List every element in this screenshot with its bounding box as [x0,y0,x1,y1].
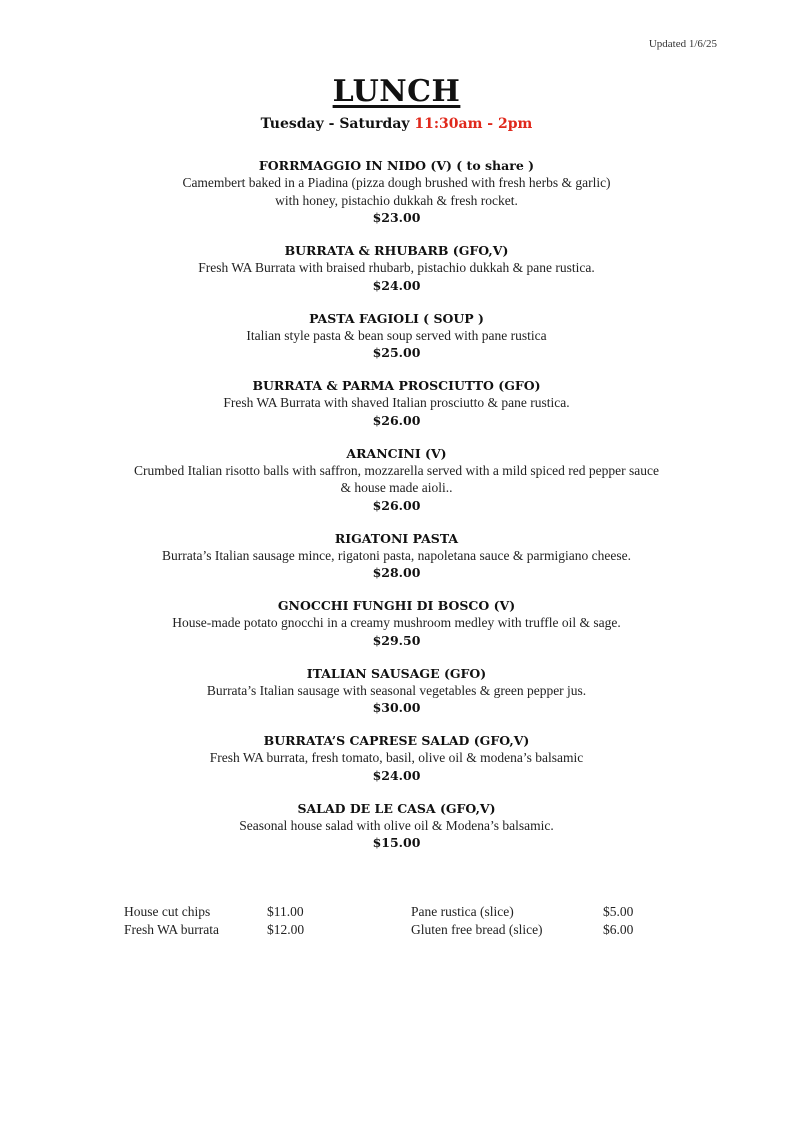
menu-item [0,800,793,852]
menu-item-description: Fresh WA Burrata with shaved Italian prosciutto & pane rustica. [223,395,570,410]
side-item-price: $5.00 [603,904,634,919]
menu-item [0,310,793,362]
menu-item-price: $26.00 [372,497,421,513]
menu-item-description: Burrata’s Italian sausage with seasonal vegetables & green pepper jus. [206,682,587,698]
side-item-name: Fresh WA burrata [124,922,219,937]
page-title: LUNCH [332,74,461,109]
sides-table [0,904,793,940]
menu-item-name: BURRATA’S CAPRESE SALAD (GFO,V) [263,733,530,748]
menu-item-description: Crumbed Italian risotto balls with saffron, mozzarella served with a mild spiced red pepper sauce [134,462,659,478]
menu-item-name: BURRATA & PARMA PROSCIUTTO (GFO) [252,378,541,393]
menu-item-description: Burrata’s Italian sausage mince, rigatoni pasta, napoletana sauce & parmigiano cheese. [162,547,631,563]
menu-item-price: $23.00 [372,210,421,225]
menu-item-price: $24.00 [372,277,421,293]
menu-item-price: $30.00 [372,700,421,715]
menu-item-description: Camembert baked in a Piadina (pizza dough brushed with fresh herbs & garlic) [182,175,611,190]
menu-item-price: $25.00 [372,345,421,360]
side-item-name: House cut chips [124,904,211,919]
side-item-name: Pane rustica (slice) [411,904,514,919]
side-item-price: $6.00 [603,922,634,937]
menu-item-price: $28.00 [372,565,421,580]
menu-item-description: House-made potato gnocchi in a creamy mushroom medley with truffle oil & sage. [172,615,621,630]
side-item-name: Gluten free bread (slice) [411,922,543,937]
service-days: Tuesday - Saturday [260,116,410,132]
menu-item-name: GNOCCHI FUNGHI DI BOSCO (V) [277,598,516,613]
side-item-price: $11.00 [267,904,304,919]
menu-item-price: $29.50 [372,632,421,648]
menu-item [0,157,793,226]
menu-item [0,597,793,649]
service-time: 11:30am - 2pm [414,116,533,132]
menu-item-description: Italian style pasta & bean soup served with pane rustica [246,327,547,343]
menu-item-price: $15.00 [372,835,421,850]
menu-item [0,530,793,582]
menu-item-price: $26.00 [372,412,421,428]
menu-item-description: Fresh WA Burrata with braised rhubarb, pistachio dukkah & pane rustica. [198,260,595,275]
menu-item-name: RIGATONI PASTA [334,530,459,546]
menu-item-name: BURRATA & RHUBARB (GFO,V) [284,243,509,258]
menu-item [0,445,793,514]
side-row [0,922,793,940]
menu-item [0,732,793,784]
menu-item-description: & house made aioli.. [340,480,453,495]
service-hours [0,116,793,132]
menu-item-name: SALAD DE LE CASA (GFO,V) [297,800,496,816]
side-item-price: $12.00 [267,922,305,937]
updated-date: Updated 1/6/25 [648,38,717,50]
menu-item [0,242,793,294]
menu-item-description: Seasonal house salad with olive oil & Modena’s balsamic. [239,817,554,833]
menu-item-price: $24.00 [372,767,421,783]
menu-item-name: ARANCINI (V) [346,445,447,461]
menu-item-description: Fresh WA burrata, fresh tomato, basil, olive oil & modena’s balsamic [209,750,584,765]
menu-item [0,665,793,717]
menu-item [0,377,793,429]
menu-item-name: PASTA FAGIOLI ( SOUP ) [309,310,484,326]
menu-list [0,157,793,867]
menu-item-name: ITALIAN SAUSAGE (GFO) [306,665,487,681]
menu-item-description: with honey, pistachio dukkah & fresh rocket. [275,192,518,208]
menu-item-name: FORRMAGGIO IN NIDO (V) ( to share ) [258,158,535,173]
side-row [0,904,793,922]
